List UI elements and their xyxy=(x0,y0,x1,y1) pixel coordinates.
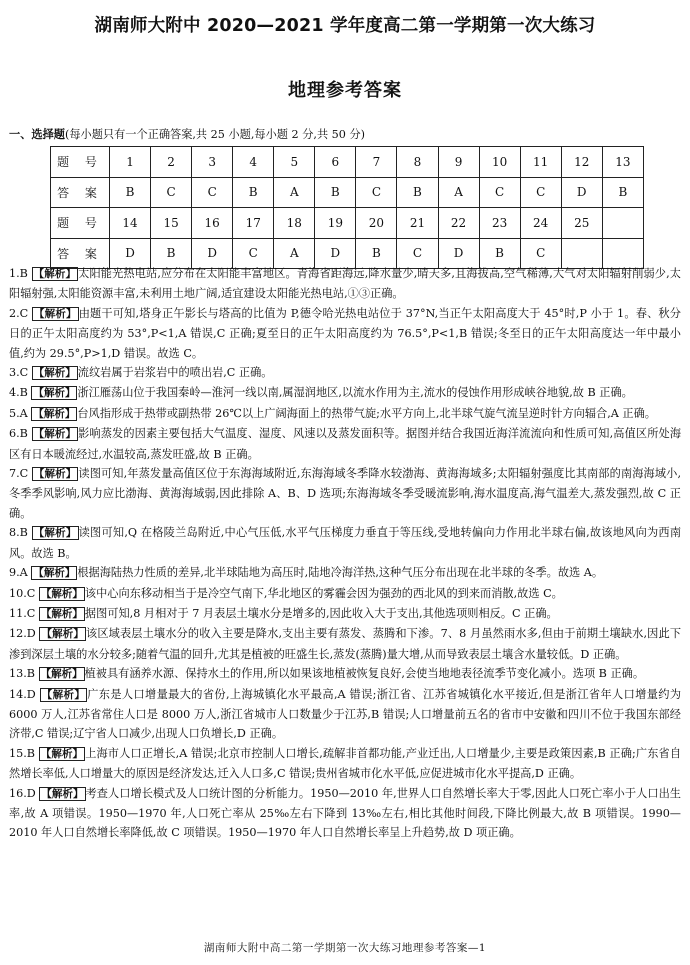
answer-table xyxy=(50,146,644,269)
item-text: 台风指形成于热带或副热带 26℃以上广阔海面上的热带气旋;水平方向上,北半球气旋气流呈逆时针方向辐合,A 正确。 xyxy=(77,406,656,420)
page-footer: 湖南师大附中高二第一学期第一次大练习地理参考答案—1 xyxy=(203,942,487,954)
item-number: 6.B xyxy=(9,427,28,441)
item-text: 影响蒸发的因素主要包括大气温度、湿度、风速以及蒸发面积等。据图并结合我国近海洋流流向和性质可知,高值区所处海区有日本暖流经过,水温较高,蒸发旺盛,故 B 正确。 xyxy=(9,427,682,461)
analysis-tag: 【解析】 xyxy=(33,567,76,580)
cell: B xyxy=(397,177,438,208)
cell: 24 xyxy=(520,208,561,239)
item-text: 植被具有涵养水源、保持水土的作用,所以如果该地植被恢复良好,会使当地地表径流季节变化减小。选项 B 正确。 xyxy=(84,667,645,681)
explanation-item xyxy=(9,404,681,424)
item-number: 8.B xyxy=(9,526,28,540)
cell: D xyxy=(110,238,151,269)
cell: 22 xyxy=(438,208,479,239)
analysis-tag: 【解析】 xyxy=(40,668,83,681)
cell: B xyxy=(479,238,520,269)
explanation-item xyxy=(9,424,681,464)
item-number: 13.B xyxy=(9,667,36,681)
explanation-item xyxy=(9,464,681,523)
item-text: 根据海陆热力性质的差异,北半球陆地为高压时,陆地冷海洋热,这种气压分布出现在北半球的冬季。故选 A。 xyxy=(77,566,604,580)
cell: D xyxy=(561,177,602,208)
item-number: 16.D xyxy=(9,786,36,800)
cell xyxy=(602,208,643,239)
document-subtitle: 地理参考答案 xyxy=(288,80,402,101)
item-text: 据图可知,8 月相对于 7 月表层土壤水分是增多的,因此收入大于支出,其他选项则相反。C 正确。 xyxy=(84,606,558,620)
cell: 11 xyxy=(520,147,561,178)
item-text: 读图可知,年蒸发量高值区位于东海海域附近,东海海域冬季降水较渤海、黄海海域多;太阳辐射强度比其南部的南海海域小,冬季季风影响,风力应比渤海、黄海海域弱,因此排除 A、B、D 选项;东海海域冬季受暖流影响,海水温度高,海气温差大,蒸发强烈,故 C 正确。 xyxy=(9,467,681,520)
cell: B xyxy=(602,177,643,208)
explanation-item xyxy=(9,264,681,304)
document-title: 湖南师大附中 2020—2021 学年度高二第一学期第一次大练习 xyxy=(94,16,596,36)
explanation-item xyxy=(9,685,681,744)
cell: 7 xyxy=(356,147,397,178)
analysis-tag: 【解析】 xyxy=(41,688,86,701)
item-text: 该中心向东移动相当于是冷空气南下,华北地区的雾霾会因为强劲的西北风的到来而消散,故选 C。 xyxy=(84,586,563,600)
cell: C xyxy=(397,238,438,269)
cell: 16 xyxy=(192,208,233,239)
cell: C xyxy=(192,177,233,208)
cell: C xyxy=(151,177,192,208)
item-number: 9.A xyxy=(9,566,28,580)
cell: 9 xyxy=(438,147,479,178)
analysis-tag: 【解析】 xyxy=(33,387,76,400)
row-label: 答 案 xyxy=(51,177,110,208)
item-text: 浙江雁荡山位于我国秦岭—淮河一线以南,属湿润地区,以流水作用为主,流水的侵蚀作用形成峡谷地貌,故 B 正确。 xyxy=(77,386,633,400)
cell: B xyxy=(315,177,356,208)
item-number: 2.C xyxy=(9,306,29,320)
explanation-item xyxy=(9,363,681,383)
explanation-list xyxy=(9,264,681,843)
cell: 23 xyxy=(479,208,520,239)
cell: 8 xyxy=(397,147,438,178)
cell: 25 xyxy=(561,208,602,239)
item-text: 太阳能光热电站,应分布在太阳能丰富地区。青海省距海远,降水量少,晴天多,且海拔高,空气稀薄,大气对太阳辐射削弱少,太阳辐射强,太阳能资源丰富,未利用土地广阔,适宜建设太阳能光热电站,①③正确。 xyxy=(9,267,681,301)
cell: 21 xyxy=(397,208,438,239)
cell: 17 xyxy=(233,208,274,239)
row-label: 答 案 xyxy=(51,238,110,269)
cell: 18 xyxy=(274,208,315,239)
section-heading-label: 一、选择题 xyxy=(9,128,65,141)
cell: B xyxy=(151,238,192,269)
analysis-tag: 【解析】 xyxy=(33,307,77,320)
item-number: 3.C xyxy=(9,366,29,380)
analysis-tag: 【解析】 xyxy=(33,268,77,280)
cell: 14 xyxy=(110,208,151,239)
explanation-item xyxy=(9,664,681,684)
analysis-tag: 【解析】 xyxy=(33,407,76,420)
analysis-tag: 【解析】 xyxy=(41,628,84,641)
cell: 13 xyxy=(602,147,643,178)
row-label: 题 号 xyxy=(51,147,110,178)
cell: 12 xyxy=(561,147,602,178)
item-text: 广东是人口增量最大的省份,上海城镇化水平最高,A 错误;浙江省、江苏省城镇化水平接近,但是浙江省年人口增量约为 6000 万人,江苏省常住人口是 8000 万人,浙江省城市人口数量少于江苏,B 错误;人口增量前五名的省市中安徽和四川不位于我国东部经济带,C 错误;辽宁省人口减少,出现人口负增长,D 正确。 xyxy=(9,687,682,741)
analysis-tag: 【解析】 xyxy=(33,468,77,481)
cell: B xyxy=(233,177,274,208)
analysis-tag: 【解析】 xyxy=(33,367,76,380)
item-text: 流纹岩属于岩浆岩中的喷出岩,C 正确。 xyxy=(77,366,273,380)
item-text: 上海市人口正增长,A 错误;北京市控制人口增长,疏解非首都功能,产业迁出,人口增量少,主要是政策因素,B 正确;广东省自然增长率低,人口增量大的原因是经济发达,迁入人口多,C 错误;贵州省城市化水平低,应促进城市化水平提高,D 正确。 xyxy=(9,746,682,781)
item-number: 4.B xyxy=(9,386,28,400)
row-label: 题 号 xyxy=(51,208,110,239)
cell: D xyxy=(192,238,233,269)
explanation-item xyxy=(9,383,681,403)
cell: A xyxy=(274,177,315,208)
item-number: 11.C xyxy=(9,606,36,620)
cell: D xyxy=(438,238,479,269)
analysis-tag: 【解析】 xyxy=(33,527,77,540)
explanation-item xyxy=(9,523,681,563)
item-number: 12.D xyxy=(9,627,36,641)
cell: 1 xyxy=(110,147,151,178)
explanation-item xyxy=(9,584,681,604)
explanation-item xyxy=(9,304,681,363)
cell: C xyxy=(520,238,561,269)
cell: C xyxy=(479,177,520,208)
item-text: 考查人口增长模式及人口统计图的分析能力。1950—2010 年,世界人口自然增长率大于零,因此人口死亡率小于人口出生率,故 A 项错误。1950—1970 年,人口死亡率从 25‰左右下降到 13‰左右,相比其他时间段,下降比例最大,故 B 项错误。1990—2010 年人口自然增长率降低,故 C 项错误。1950—1970 年人口自然增长率呈上升趋势,故 D 项正确。 xyxy=(9,786,681,840)
item-number: 10.C xyxy=(9,586,36,600)
analysis-tag: 【解析】 xyxy=(41,787,84,800)
explanation-item xyxy=(9,624,681,664)
analysis-tag: 【解析】 xyxy=(40,747,84,760)
item-number: 1.B xyxy=(9,267,28,280)
cell: 6 xyxy=(315,147,356,178)
explanation-item xyxy=(9,784,681,843)
section-heading-note: (每小题只有一个正确答案,共 25 小题,每小题 2 分,共 50 分) xyxy=(64,128,366,141)
analysis-tag: 【解析】 xyxy=(40,587,83,600)
cell: 3 xyxy=(192,147,233,178)
section-heading xyxy=(9,126,365,142)
item-number: 5.A xyxy=(9,406,28,420)
item-text: 读图可知,Q 在格陵兰岛附近,中心气压低,水平气压梯度力垂直于等压线,受地转偏向力作用北半球右偏,故该地风向为西南风。故选 B。 xyxy=(9,526,682,560)
cell: 10 xyxy=(479,147,520,178)
answer-table-row-answers-1 xyxy=(51,177,644,208)
item-number: 7.C xyxy=(9,467,29,481)
cell: B xyxy=(110,177,151,208)
cell: A xyxy=(438,177,479,208)
explanation-item xyxy=(9,563,681,583)
explanation-item xyxy=(9,744,681,784)
cell: B xyxy=(356,238,397,269)
cell: 20 xyxy=(356,208,397,239)
answer-table-row-numbers-1 xyxy=(51,147,644,178)
cell: D xyxy=(315,238,356,269)
item-text: 该区域表层土壤水分的收入主要是降水,支出主要有蒸发、蒸腾和下渗。7、8 月虽然雨水多,但由于前期土壤缺水,因此下渗到深层土壤的水分较多;随着气温的回升,尤其是植被的旺盛生长,蒸发(蒸腾)量大增,从而导致表层土壤含水量较低。D 正确。 xyxy=(9,627,682,661)
cell: 5 xyxy=(274,147,315,178)
cell: C xyxy=(233,238,274,269)
cell: 15 xyxy=(151,208,192,239)
cell: 4 xyxy=(233,147,274,178)
analysis-tag: 【解析】 xyxy=(40,607,83,620)
cell: 19 xyxy=(315,208,356,239)
cell: C xyxy=(520,177,561,208)
item-number: 14.D xyxy=(9,687,36,701)
item-number: 15.B xyxy=(9,746,36,760)
cell: C xyxy=(356,177,397,208)
explanation-item xyxy=(9,604,681,624)
cell: 2 xyxy=(151,147,192,178)
analysis-tag: 【解析】 xyxy=(33,428,77,441)
answer-table-row-numbers-2 xyxy=(51,208,644,239)
cell: A xyxy=(274,238,315,269)
item-text: 由题干可知,塔身正午影长与塔高的比值为 P,德令哈光热电站位于 37°N,当正午太阳高度大于 45°时,P 小于 1。春、秋分日的正午太阳高度约为 53°,P<1,A 错误,C 正确;夏至日的正午太阳高度约为 76.5°,P<1,B 错误;冬至日的正午太阳高度达一年中最小值,约为 29.5°,P>1,D 错误。故选 C。 xyxy=(9,306,681,360)
